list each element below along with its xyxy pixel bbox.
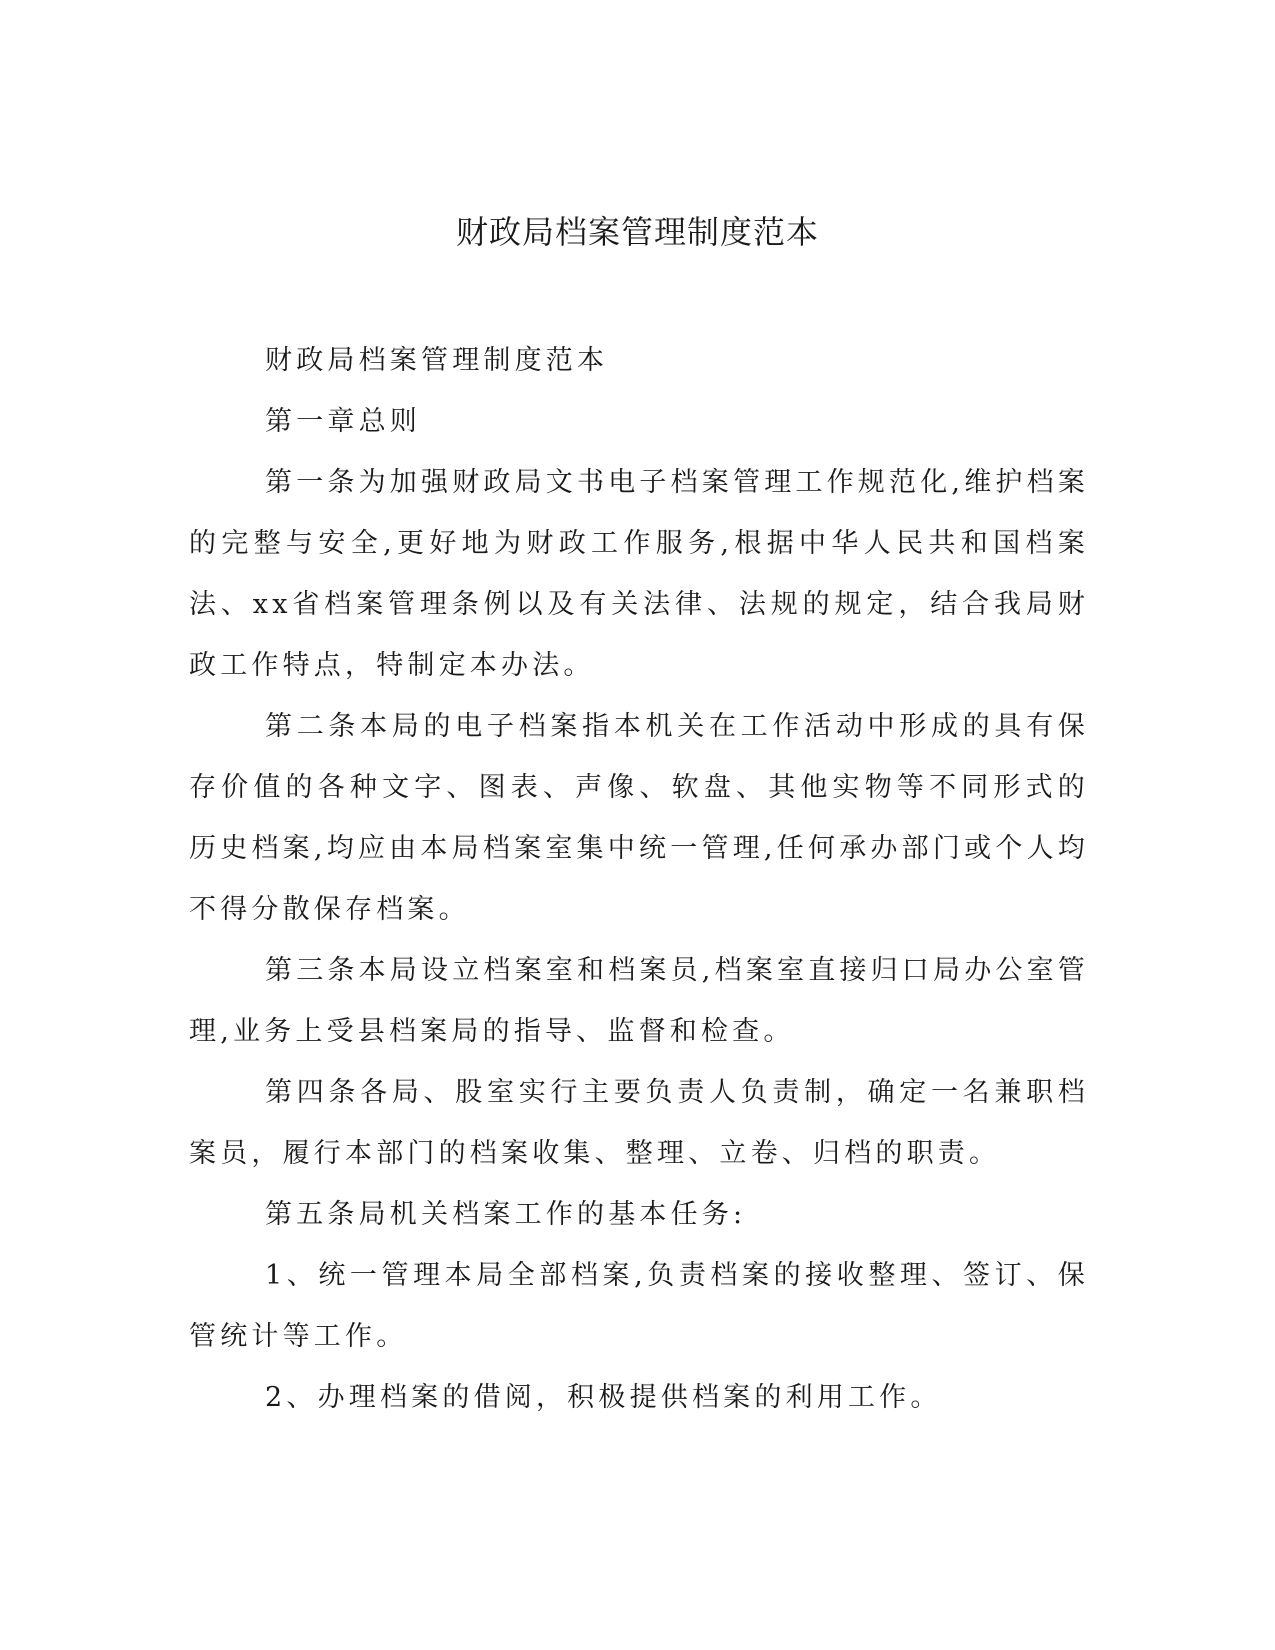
document-title: 财政局档案管理制度范本	[455, 213, 819, 251]
paragraph-article-2: 第二条本局的电子档案指本机关在工作活动中形成的具有保存价值的各种文字、图表、声像、软盘、其他实物等不同形式的历史档案,均应由本局档案室集中统一管理,任何承办部门或个人均不得分散保存档案。	[189, 711, 1089, 925]
paragraph-article-4: 第四条各局、股室实行主要负责人负责制，确定一名兼职档案员，履行本部门的档案收集、整理、立卷、归档的职责。	[189, 1077, 1089, 1169]
paragraph-article-1: 第一条为加强财政局文书电子档案管理工作规范化,维护档案的完整与安全,更好地为财政工作服务,根据中华人民共和国档案法、xx省档案管理条例以及有关法律、法规的规定，结合我局财政工作特点，特制定本办法。	[189, 467, 1089, 681]
paragraph-chapter-heading: 第一章总则	[265, 406, 421, 437]
paragraph-article-3: 第三条本局设立档案室和档案员,档案室直接归口局办公室管理,业务上受县档案局的指导、监督和检查。	[189, 955, 1089, 1047]
paragraph-task-2: 2、办理档案的借阅，积极提供档案的利用工作。	[265, 1382, 942, 1413]
paragraph-article-5: 第五条局机关档案工作的基本任务:	[265, 1199, 747, 1230]
document-body	[189, 330, 1089, 1428]
paragraph-task-1: 1、统一管理本局全部档案,负责档案的接收整理、签订、保管统计等工作。	[189, 1260, 1089, 1352]
paragraph-doc-name: 财政局档案管理制度范本	[265, 345, 609, 376]
